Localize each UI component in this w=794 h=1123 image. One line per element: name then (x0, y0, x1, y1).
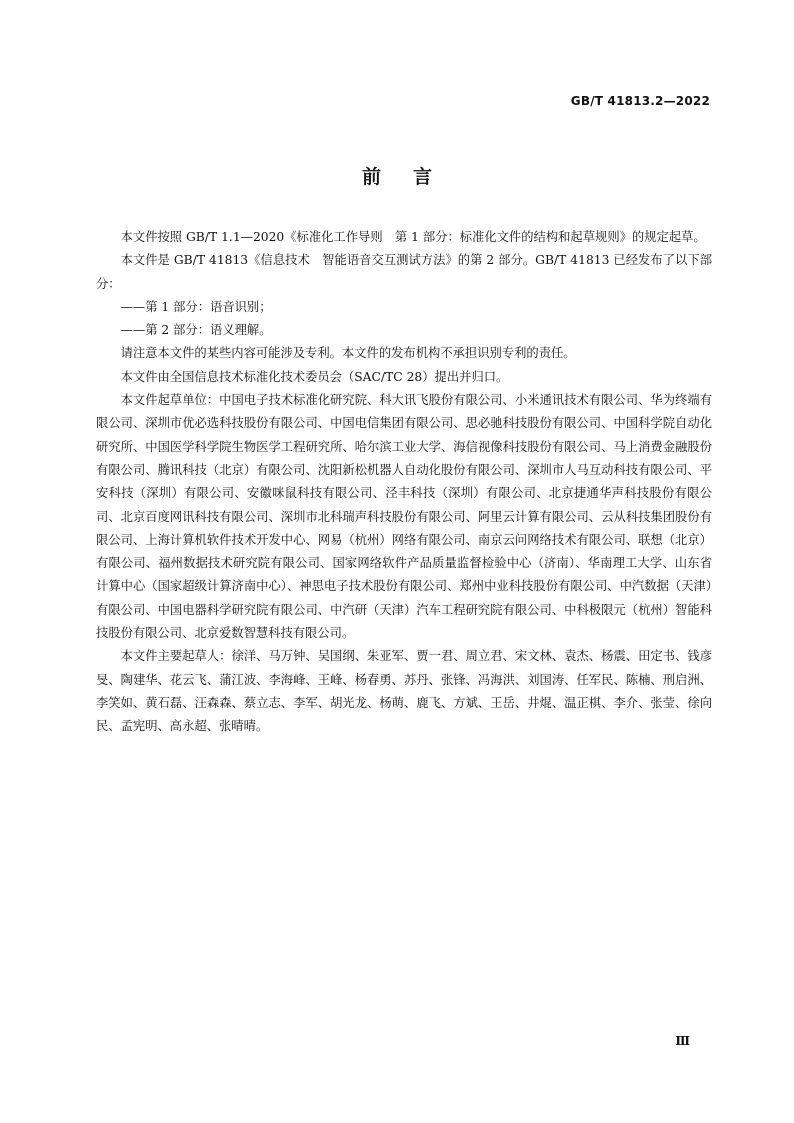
page-title: 前言 (361, 166, 464, 188)
paragraph-drafting-units: 本文件起草单位：中国电子技术标准化研究院、科大讯飞股份有限公司、小米通讯技术有限公司、华为终端有限公司、深圳市优必选科技股份有限公司、中国电信集团有限公司、思必驰科技股份有限公司、中国科学院自动化研究所、中国医学科学院生物医学工程研究所、哈尔滨工业大学、海信视像科技股份有限公司、马上消费金融股份有限公司、腾讯科技（北京）有限公司、沈阳新松机器人自动化股份有限公司、深圳市人马互动科技有限公司、平安科技（深圳）有限公司、安徽咪鼠科技有限公司、泾丰科技（深圳）有限公司、北京捷通华声科技股份有限公司、北京百度网讯科技有限公司、深圳市北科瑞声科技股份有限公司、阿里云计算有限公司、云从科技集团股份有限公司、上海计算机软件技术开发中心、网易（杭州）网络有限公司、南京云问网络技术有限公司、联想（北京）有限公司、福州数据技术研究院有限公司、国家网络软件产品质量监督检验中心（济南）、华南理工大学、山东省计算中心（国家超级计算济南中心）、神思电子技术股份有限公司、郑州中业科技股份有限公司、中汽数据（天津）有限公司、中国电器科学研究院有限公司、中汽研（天津）汽车工程研究院有限公司、中科极限元（杭州）智能科技股份有限公司、北京爱数智慧科技有限公司。 (96, 393, 712, 641)
foreword-body (96, 226, 712, 739)
page-number: Ⅲ (675, 1034, 690, 1048)
paragraph-drafting-rules: 本文件按照 GB/T 1.1—2020《标准化工作导则 第 1 部分：标准化文件的结构和起草规则》的规定起草。 (120, 230, 706, 244)
list-item-part-2: ——第 2 部分：语义理解。 (120, 323, 272, 338)
paragraph-parts-intro: 本文件是 GB/T 41813《信息技术 智能语音交互测试方法》的第 2 部分。GB/T 41813 已经发布了以下部分： (96, 253, 712, 291)
paragraph-committee: 本文件由全国信息技术标准化技术委员会（SAC/TC 28）提出并归口。 (120, 369, 509, 384)
paragraph-patent-notice: 请注意本文件的某些内容可能涉及专利。本文件的发布机构不承担识别专利的责任。 (120, 346, 576, 361)
paragraph-drafters: 本文件主要起草人：徐洋、马万钟、吴国纲、朱亚军、贾一君、周立君、宋文林、袁杰、杨震、田定书、钱彦旻、陶建华、花云飞、蒲江波、李海峰、王峰、杨春勇、苏丹、张锋、冯海洪、刘国涛、任军民、陈楠、刑启洲、李笑如、黄石磊、汪森森、蔡立志、李军、胡光龙、杨萌、鹿飞、方斌、王岳、井焜、温正棋、李介、张莹、徐向民、孟宪明、高永超、张晴晴。 (96, 649, 712, 734)
list-item-part-1: ——第 1 部分：语音识别； (120, 299, 272, 314)
standard-code: GB/T 41813.2—2022 (570, 94, 710, 108)
